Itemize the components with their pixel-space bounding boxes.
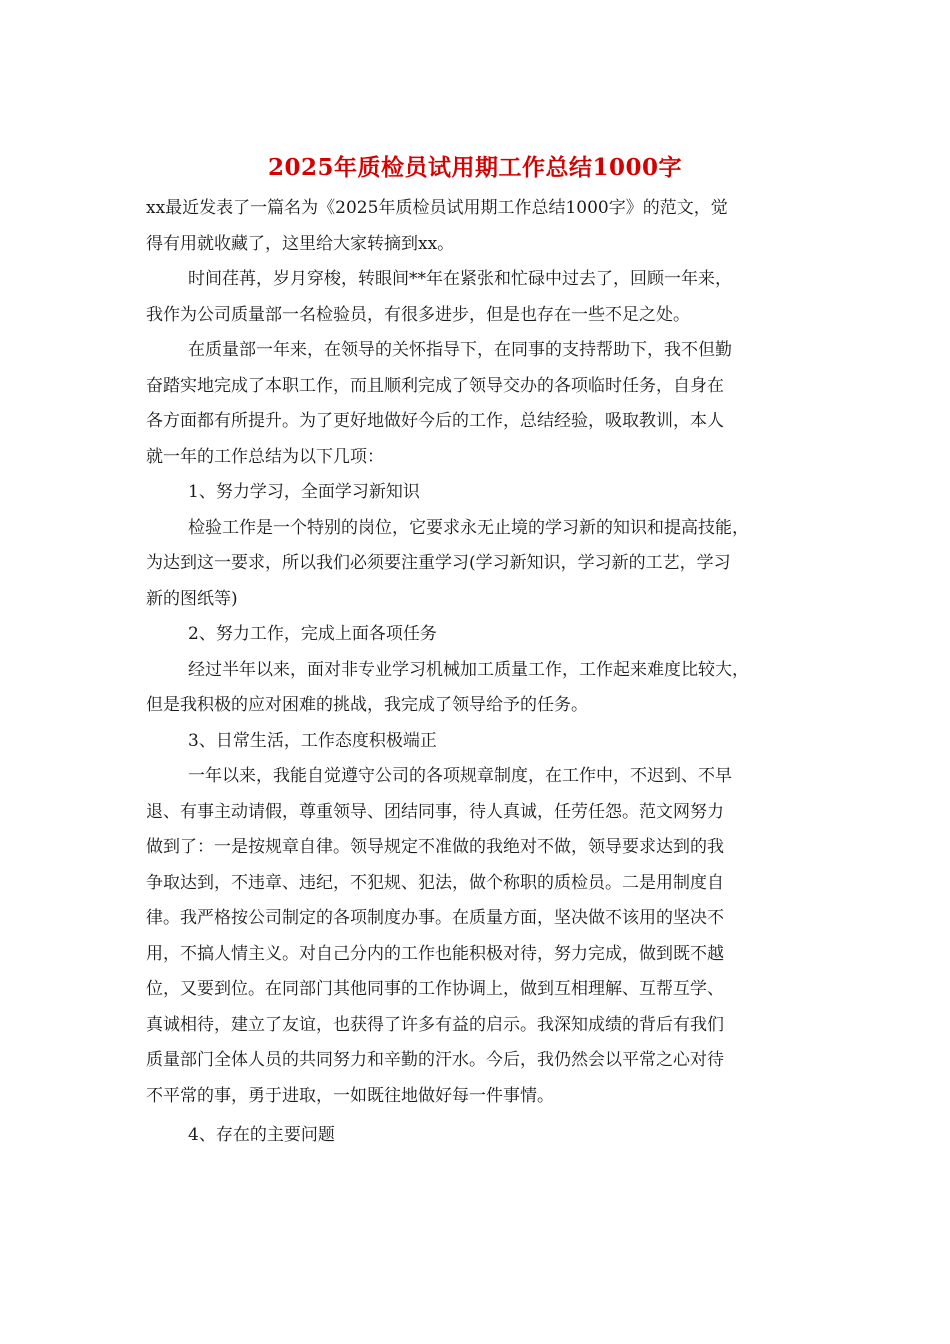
paragraph-overview: [146, 333, 818, 475]
text-line: 各方面都有所提升。为了更好地做好今后的工作，总结经验，吸取教训，本人: [146, 411, 724, 431]
text-line: 真诚相待，建立了友谊，也获得了许多有益的启示。我深知成绩的背后有我们: [146, 1014, 724, 1035]
text-line: 退、有事主动请假，尊重领导、团结同事，待人真诚，任劳任怨。范文网努力: [146, 801, 724, 822]
text-line: 1、努力学习，全面学习新知识: [188, 482, 420, 502]
text-line: 时间荏苒，岁月穿梭，转眼间**年在紧张和忙碌中过去了，回顾一年来，: [188, 269, 732, 289]
text-line: 4、存在的主要问题: [188, 1125, 335, 1145]
text-line: 奋踏实地完成了本职工作，而且顺利完成了领导交办的各项临时任务，自身在: [146, 375, 724, 396]
text-line: 用，不搞人情主义。对自己分内的工作也能积极对待，努力完成，做到既不越: [146, 943, 724, 964]
text-line: 2、努力工作，完成上面各项任务: [188, 624, 437, 644]
text-line: 3、日常生活，工作态度积极端正: [188, 730, 437, 751]
text-line: 在质量部一年来，在领导的关怀指导下，在同事的支持帮助下，我不但勤: [188, 340, 732, 360]
text-line: 就一年的工作总结为以下几项：: [146, 446, 384, 467]
document-title: 2025年质检员试用期工作总结1000字: [267, 154, 683, 181]
paragraph-work: [146, 653, 818, 724]
section-heading-1: [146, 475, 818, 511]
text-line: 不平常的事，勇于进取，一如既往地做好每一件事情。: [146, 1085, 554, 1106]
text-line: 质量部门全体人员的共同努力和辛勤的汗水。今后，我仍然会以平常之心对待: [146, 1050, 724, 1070]
text-line: 做到了：一是按规章自律。领导规定不准做的我绝对不做，领导要求达到的我: [146, 837, 724, 857]
text-line: 我作为公司质量部一名检验员，有很多进步，但是也存在一些不足之处。: [146, 304, 690, 325]
section-heading-3: [146, 724, 818, 760]
text-line: 检验工作是一个特别的岗位，它要求永无止境的学习新的知识和提高技能，: [188, 517, 749, 538]
paragraph-learning: [146, 511, 818, 618]
text-line: 一年以来，我能自觉遵守公司的各项规章制度，在工作中，不迟到、不早: [188, 766, 732, 786]
text-line: 但是我积极的应对困难的挑战，我完成了领导给予的任务。: [146, 695, 588, 715]
document-body: [146, 191, 818, 1154]
section-heading-4: [146, 1118, 818, 1154]
paragraph-review: [146, 262, 818, 333]
text-line: xx最近发表了一篇名为《2025年质检员试用期工作总结1000字》的范文，觉: [146, 198, 728, 218]
text-line: 律。我严格按公司制定的各项制度办事。在质量方面，坚决做不该用的坚决不: [146, 908, 724, 928]
text-line: 争取达到，不违章、违纪，不犯规、犯法，做个称职的质检员。二是用制度自: [146, 872, 724, 893]
intro-paragraph: [146, 191, 818, 262]
paragraph-attitude: [146, 759, 818, 1114]
text-line: 经过半年以来，面对非专业学习机械加工质量工作，工作起来难度比较大，: [188, 659, 749, 680]
text-line: 为达到这一要求，所以我们必须要注重学习(学习新知识，学习新的工艺，学习: [146, 553, 731, 573]
section-heading-2: [146, 617, 818, 653]
text-line: 得有用就收藏了，这里给大家转摘到xx。: [146, 233, 455, 254]
text-line: 新的图纸等): [146, 588, 238, 609]
text-line: 位，又要到位。在同部门其他同事的工作协调上，做到互相理解、互帮互学、: [146, 979, 724, 999]
